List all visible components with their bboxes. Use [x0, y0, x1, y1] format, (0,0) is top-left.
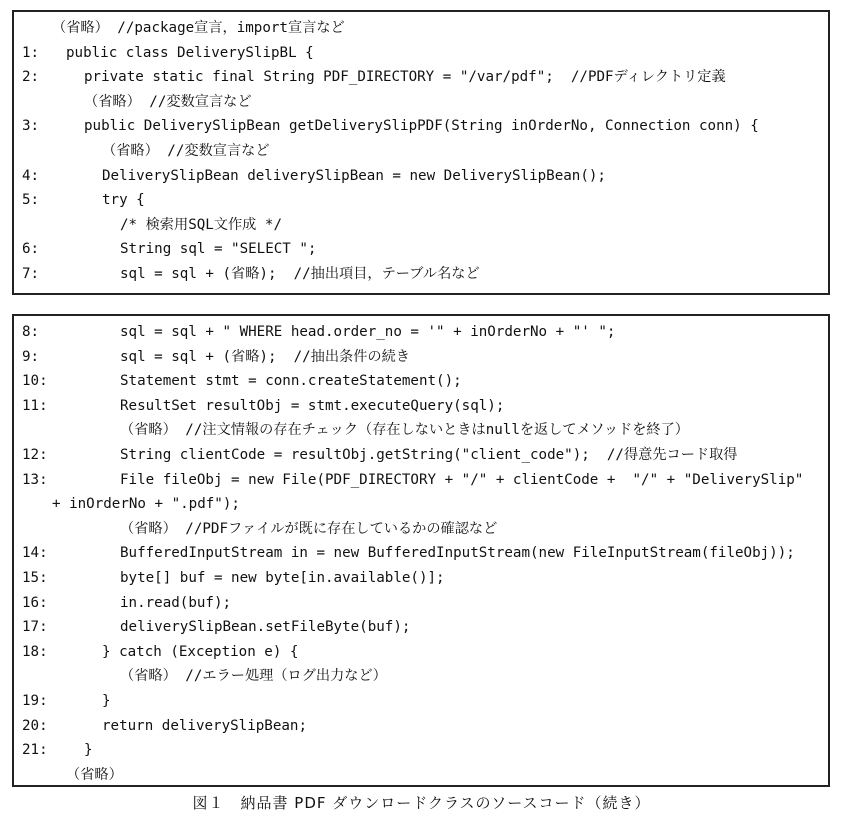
code-text: ResultSet resultObj = stmt.executeQuery(sql); — [120, 397, 505, 414]
line-number: 17: — [22, 619, 48, 636]
code-line — [14, 615, 828, 639]
code-text: /* 検索用SQL文作成 */ — [120, 216, 282, 233]
code-line — [14, 90, 828, 114]
code-line — [14, 262, 828, 286]
line-number: 10: — [22, 373, 48, 390]
code-line — [14, 738, 828, 762]
code-line — [14, 443, 828, 467]
code-line — [14, 164, 828, 188]
code-text: （省略） //変数宣言など — [102, 143, 270, 159]
code-line — [14, 16, 828, 40]
line-number: 15: — [22, 570, 48, 586]
line-number: 13: — [22, 471, 48, 488]
code-line — [14, 763, 828, 787]
code-line — [14, 139, 828, 163]
code-text: DeliverySlipBean deliverySlipBean = new DeliverySlipBean(); — [102, 167, 606, 184]
code-text: private static final String PDF_DIRECTORY = "/var/pdf"; //PDFディレクトリ定義 — [84, 69, 726, 86]
line-number: 4: — [22, 167, 40, 184]
code-text: Statement stmt = conn.createStatement(); — [120, 373, 462, 390]
line-number: 6: — [22, 241, 40, 258]
line-number: 20: — [22, 717, 48, 734]
code-text: deliverySlipBean.setFileByte(buf); — [120, 619, 411, 636]
line-number: 14: — [22, 545, 48, 562]
line-number: 18: — [22, 643, 48, 660]
code-text: in.read(buf); — [120, 594, 232, 611]
line-number: 3: — [22, 118, 40, 135]
code-line — [14, 114, 828, 138]
code-text: public DeliverySlipBean getDeliverySlipPDF(String inOrderNo, Connection conn) { — [84, 118, 759, 135]
code-text: return deliverySlipBean; — [102, 717, 307, 734]
code-text: public class DeliverySlipBL { — [66, 44, 314, 61]
code-text: （省略） — [66, 766, 123, 783]
code-text: try { — [102, 192, 145, 209]
line-number: 19: — [22, 693, 48, 709]
code-text: } — [84, 742, 93, 759]
code-line — [14, 394, 828, 418]
code-line — [14, 188, 828, 212]
code-text: byte[] buf = new byte[in.available()]; — [120, 570, 445, 586]
code-line — [14, 320, 828, 344]
code-text: （省略） //変数宣言など — [84, 93, 252, 110]
line-number: 11: — [22, 397, 48, 414]
line-number: 21: — [22, 742, 48, 759]
code-text: （省略） //エラー処理（ログ出力など） — [120, 668, 387, 685]
code-text: （省略） //package宣言，import宣言など — [52, 20, 345, 36]
code-text: BufferedInputStream in = new BufferedInputStream(new FileInputStream(fileObj)); — [120, 545, 795, 562]
code-text: （省略） //注文情報の存在チェック（存在しないときはnullを返してメソッドを終了） — [120, 422, 689, 439]
code-line — [14, 492, 828, 516]
code-text: sql = sql + " WHERE head.order_no = '" + inOrderNo + "' "; — [120, 324, 616, 340]
line-number: 2: — [22, 69, 40, 86]
code-line — [14, 213, 828, 237]
line-number: 8: — [22, 324, 40, 340]
line-number: 5: — [22, 192, 40, 209]
code-line — [14, 41, 828, 65]
code-line — [14, 418, 828, 442]
code-text: （省略） //PDFファイルが既に存在しているかの確認など — [120, 520, 498, 537]
line-number: 12: — [22, 447, 48, 463]
code-listing-part-1 — [12, 10, 830, 295]
code-line — [14, 517, 828, 541]
line-number: 7: — [22, 266, 40, 282]
code-line — [14, 689, 828, 713]
code-line — [14, 237, 828, 261]
line-number: 1: — [22, 44, 40, 61]
line-number: 9: — [22, 348, 40, 365]
code-listing-part-2 — [12, 314, 830, 787]
code-line — [14, 714, 828, 738]
code-line — [14, 664, 828, 688]
code-text: String sql = "SELECT "; — [120, 241, 317, 258]
code-text: sql = sql + (省略); //抽出条件の続き — [120, 348, 410, 365]
code-line — [14, 65, 828, 89]
code-text: String clientCode = resultObj.getString("client_code"); //得意先コード取得 — [120, 447, 738, 463]
code-text: } — [102, 693, 111, 709]
code-text: sql = sql + (省略); //抽出項目，テーブル名など — [120, 266, 480, 282]
code-line — [14, 468, 828, 492]
figure-caption: 図１ 納品書 PDF ダウンロードクラスのソースコード（続き） — [192, 794, 651, 812]
code-line — [14, 566, 828, 590]
code-text: File fileObj = new File(PDF_DIRECTORY + "/" + clientCode + "/" + "DeliverySlip" — [120, 471, 804, 488]
code-line — [14, 640, 828, 664]
code-line — [14, 591, 828, 615]
code-line — [14, 541, 828, 565]
code-line — [14, 345, 828, 369]
code-text: + inOrderNo + ".pdf"); — [52, 496, 240, 513]
code-line — [14, 369, 828, 393]
code-text: } catch (Exception e) { — [102, 643, 299, 660]
line-number: 16: — [22, 594, 48, 611]
